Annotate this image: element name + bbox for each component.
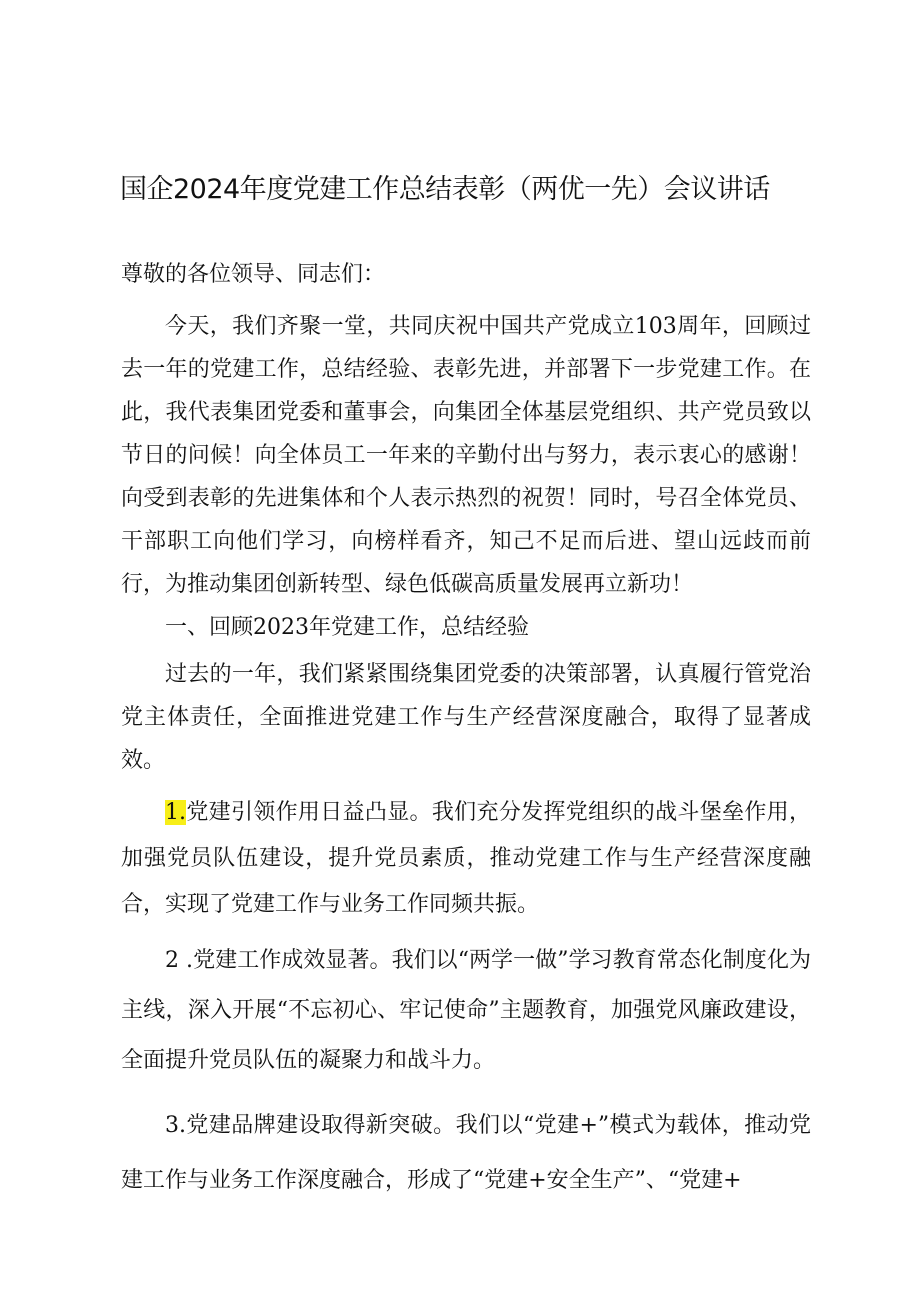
list-item [121,790,811,928]
item-text: 我们充分发挥党组织的战斗堡垒作用，加强党员队伍建设，提升党员素质，推动党建工作与生产经营深度融合，实现了党建工作与业务工作同频共振。 [121,800,811,917]
document-title: 国企2024年度党建工作总结表彰（两优一先）会议讲话 [120,174,770,205]
item-lead: 党建品牌建设取得新突破。 [186,1113,456,1138]
item-lead: 党建引领作用日益凸显。 [186,800,432,825]
section-intro-paragraph: 过去的一年，我们紧紧围绕集团党委的决策部署，认真履行管党治党主体责任，全面推进党建工作与生产经营深度融合，取得了显著成效。 [121,662,811,773]
section-heading: 一、回顾2023年党建工作，总结经验 [165,615,529,640]
item-text: 我们以“两学一做”学习教育常态化制度化为主线，深入开展“不忘初心、牢记使命”主题教育，加强党风廉政建设，全面提升党员队伍的凝聚力和战斗力。 [121,948,812,1073]
salutation: 尊敬的各位领导、同志们： [121,262,386,287]
item-lead: 党建工作成效显著。 [193,948,392,973]
item-number: 2 . [165,948,194,973]
list-item [121,936,811,1086]
item-text: 我们以“党建+”模式为载体，推动党建工作与业务工作深度融合，形成了“党建+安全生产”、“党建+ [121,1113,811,1193]
intro-paragraph: 今天，我们齐聚一堂，共同庆祝中国共产党成立103周年，回顾过去一年的党建工作，总结经验、表彰先进，并部署下一步党建工作。在此，我代表集团党委和董事会，向集团全体基层党组织、共产党员致以节日的问候！向全体员工一年来的辛勤付出与努力，表示衷心的感谢！向受到表彰的先进集体和个人表示热烈的祝贺！同时，号召全体党员、干部职工向他们学习，向榜样看齐，知己不足而后进、望山远歧而前行，为推动集团创新转型、绿色低碳高质量发展再立新功！ [121,314,811,597]
list-item [121,1098,811,1208]
document-body [121,305,811,1208]
item-number: 3. [165,1113,186,1138]
highlighted-item-number: 1. [165,800,186,825]
